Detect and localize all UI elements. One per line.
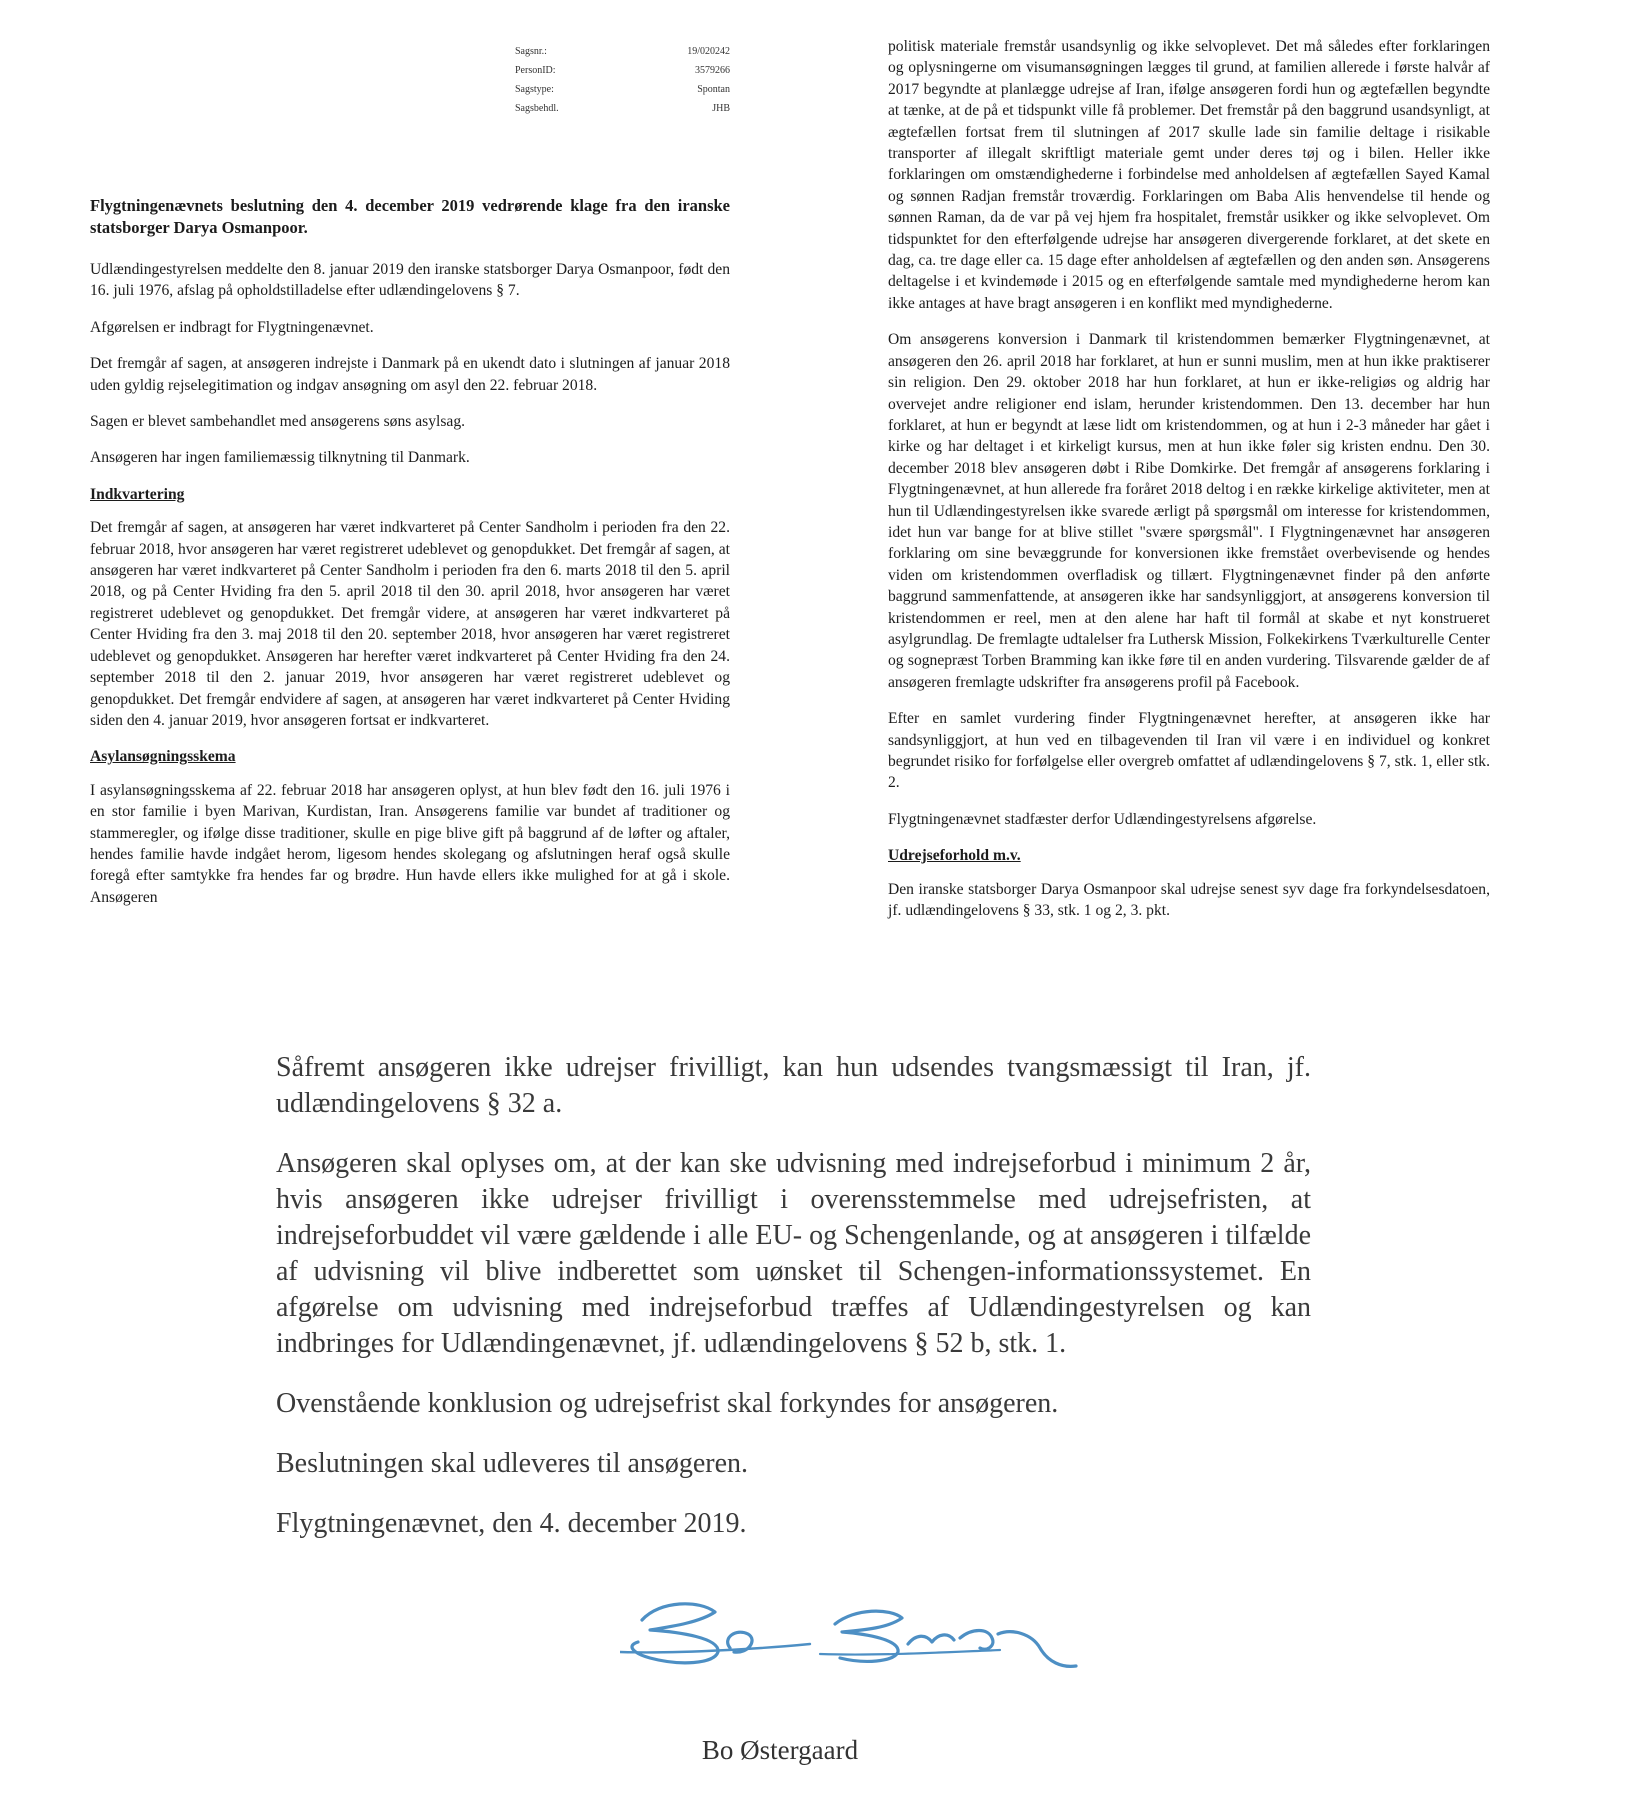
section-text-asylansoegningsskema: I asylansøgningsskema af 22. februar 2018 har ansøgeren oplyst, at hun blev født den 16. juli 1976 i en stor familie i byen Marivan, Kurdistan, Iran. Ansøgerens familie var bundet af traditioner og stammeregler, og ifølge disse traditioner, skulle en pige blive gift på baggrund af de løfter og aftaler, hendes familie havde indgået herom, ligesom hendes skolegang og afslutningen heraf også skulle foregå efter samtykke fra hendes far og brødre. Hun havde ellers ikke mulighed for at gå i skole. Ansøgeren xyxy=(90,781,730,906)
section-heading-udrejseforhold: Udrejseforhold m.v. xyxy=(888,847,1021,865)
decision-title: Flygtningenævnets beslutning den 4. december 2019 vedrørende klage fra den iranske statsborger Darya Osmanpoor. xyxy=(90,196,730,237)
case-meta-value: 19/020242 xyxy=(687,46,730,57)
conclusion-paragraph: Ovenstående konklusion og udrejsefrist skal forkyndes for ansøgeren. xyxy=(276,1388,1059,1419)
signer-name: Bo Østergaard xyxy=(701,1735,859,1765)
body-paragraph: politisk materiale fremstår usandsynlig og ikke selvoplevet. Det må således efter forklaringen og oplysningerne om visumansøgningen lægges til grund, at familien allerede i første halvår af 2017 begyndte at planlægge udrejse af Iran, ifølge ansøgeren fordi hun og ægtefællen begyndte at tænke, at de på et tidspunkt ville få problemer. Det fremstår på den baggrund usandsynligt, at ægtefællen fortsat frem til slutningen af 2017 skulle lade sin familie deltage i risikable transporter af illegalt skriftligt materiale gemt under deres tøj og i bilen. Heller ikke forklaringen om omstændighederne i forbindelse med anholdelsen af ægtefællen Sayed Kamal og sønnen Radjan fremstår troværdig. Forklaringen om Baba Alis henvendelse til hende og sønnen Raman, da de var på vej hjem fra hospitalet, fremstår usikker og ikke selvoplevet. Om tidspunktet for den efterfølgende udrejse har ansøgeren divergerende forklaret, at det skete en dag, ca. tre dage eller ca. 15 dage efter anholdelsen af ægtefællen og den anden søn. Ansøgerens deltagelse i et kvindemøde i 2015 og en efterfølgende samtale med myndighederne herom kan ikke antages at have bragt ansøgeren i en konflikt med myndighederne. xyxy=(888,38,1490,312)
place-date-line: Flygtningenævnet, den 4. december 2019. xyxy=(276,1508,747,1539)
bottom-section xyxy=(276,1050,1311,1566)
section-heading-indkvartering: Indkvartering xyxy=(90,485,185,503)
case-meta-label: PersonID: xyxy=(515,65,556,76)
intro-paragraph: Det fremgår af sagen, at ansøgeren indrejste i Danmark på en ukendt dato i slutningen af januar 2018 uden gyldig rejselegitimation og indgav ansøgning om asyl den 22. februar 2018. xyxy=(90,355,730,394)
left-column xyxy=(90,195,730,908)
intro-paragraph: Afgørelsen er indbragt for Flygtningenævnet. xyxy=(90,318,374,336)
case-meta-label: Sagstype: xyxy=(515,84,554,95)
intro-paragraph: Sagen er blevet sambehandlet med ansøgerens søns asylsag. xyxy=(90,413,466,431)
intro-paragraph: Udlændingestyrelsen meddelte den 8. januar 2019 den iranske statsborger Darya Osmanpoor, født den 16. juli 1976, afslag på opholdstilladelse efter udlændingelovens § 7. xyxy=(90,261,730,300)
section-text-indkvartering: Det fremgår af sagen, at ansøgeren har været indkvarteret på Center Sandholm i perioden fra den 22. februar 2018, hvor ansøgeren har været registreret udeblevet og genopdukket. Det fremgår af sagen, at ansøgeren har været indkvarteret på Center Sandholm i perioden fra den 6. marts 2018 til den 5. april 2018, og på Center Hviding fra den 5. april 2018 til den 30. april 2018, hvor ansøgeren har været registreret udeblevet og genopdukket. Det fremgår videre, at ansøgeren har været indkvarteret på Center Hviding fra den 3. maj 2018 til den 20. september 2018, hvor ansøgeren har været registreret udeblevet og genopdukket. Ansøgeren har herefter været indkvarteret på Center Hviding fra den 24. september 2018 til den 2. januar 2019, hvor ansøgeren har været registreret udeblevet og genopdukket. Det fremgår endvidere af sagen, at ansøgeren har været indkvarteret på Center Hviding siden den 4. januar 2019, hvor ansøgeren fortsat er indkvarteret. xyxy=(90,519,730,729)
case-meta-value: 3579266 xyxy=(695,65,730,76)
case-meta-value: Spontan xyxy=(697,84,730,95)
case-meta-value: JHB xyxy=(712,103,730,114)
case-meta-block xyxy=(515,42,730,118)
case-meta-label: Sagsnr.: xyxy=(515,46,547,57)
intro-paragraph: Ansøgeren har ingen familiemæssig tilknytning til Danmark. xyxy=(90,449,470,467)
conclusion-paragraph: Såfremt ansøgeren ikke udrejser frivilligt, kan hun udsendes tvangsmæssigt til Iran, jf. udlændingelovens § 32 a. xyxy=(276,1052,1311,1119)
conclusion-paragraph: Ansøgeren skal oplyses om, at der kan ske udvisning med indrejseforbud i minimum 2 år, hvis ansøgeren ikke udrejser frivilligt i overensstemmelse med udrejsefristen, at indrejseforbuddet vil være gældende i alle EU- og Schengenlande, og at ansøgeren i tilfælde af udvisning vil blive indberettet som uønsket til Schengen-informationssystemet. En afgørelse om udvisning med indrejseforbud træffes af Udlændingestyrelsen og kan indbringes for Udlændingenævnet, jf. udlændingelovens § 52 b, stk. 1. xyxy=(276,1148,1311,1359)
case-meta-label: Sagsbehdl. xyxy=(515,103,559,114)
case-meta-row xyxy=(515,99,730,118)
handwritten-signature xyxy=(620,1582,1080,1692)
conclusion-paragraph: Beslutningen skal udleveres til ansøgeren. xyxy=(276,1448,748,1479)
section-heading-asylansoegningsskema: Asylansøgningsskema xyxy=(90,748,236,766)
case-meta-row xyxy=(515,42,730,61)
body-paragraph: Efter en samlet vurdering finder Flygtningenævnet herefter, at ansøgeren ikke har sandsynliggjort, at hun ved en tilbagevenden til Iran vil være i en individuel og konkret begrundet risiko for forfølgelse eller overgreb omfattet af udlændingelovens § 7, stk. 1, eller stk. 2. xyxy=(888,710,1490,792)
body-paragraph: Flygtningenævnet stadfæster derfor Udlændingestyrelsens afgørelse. xyxy=(888,810,1317,828)
body-paragraph: Om ansøgerens konversion i Danmark til kristendommen bemærker Flygtningenævnet, at ansøgeren den 26. april 2018 har forklaret, at hun er sunni muslim, men at hun ikke praktiserer sin religion. Den 29. oktober 2018 har hun forklaret, at hun er ikke-religiøs og aldrig har overvejet andre religioner end islam, herunder kristendommen. Den 13. december har hun forklaret, at hun er begyndt at læse lidt om kristendommen, og at hun i 2-3 måneder har gået i kirke og har deltaget i et kirkeligt kursus, men at hun ikke føler sig kristen endnu. Den 30. december 2018 blev ansøgeren døbt i Ribe Domkirke. Det fremgår af ansøgerens forklaring i Flygtningenævnet, at hun allerede fra foråret 2018 deltog i en række kirkelige aktiviteter, men at hun til Udlændingestyrelsen ikke svarede ærligt på spørgsmål om interesse for kristendommen, idet hun var bange for at blive stillet "svære spørgsmål". I Flygtningenævnet har ansøgeren forklaring om sine bevæggrunde for konversionen ikke fremstået overbevisende og hendes viden om kristendommen overfladisk og tillært. Flygtningenævnet finder på den anførte baggrund sammenfattende, at ansøgeren ikke har sandsynliggjort, at ansøgerens konversion til kristendommen er reel, men at den alene har haft til formål at skabe et nyt konstrueret asylgrundlag. De fremlagte udtalelser fra Luthersk Mission, Folkekirkens Tværkulturelle Center og sognepræst Torben Bramming kan ikke føre til en anden vurdering. Tilsvarende gælder de af ansøgeren fremlagte udskrifter fra ansøgerens profil på Facebook. xyxy=(888,331,1490,691)
section-text-udrejseforhold: Den iranske statsborger Darya Osmanpoor skal udrejse senest syv dage fra forkyndelsesdatoen, jf. udlændingelovens § 33, stk. 1 og 2, 3. pkt. xyxy=(888,880,1490,920)
case-meta-row xyxy=(515,61,730,80)
right-column xyxy=(888,36,1490,936)
case-meta-row xyxy=(515,80,730,99)
